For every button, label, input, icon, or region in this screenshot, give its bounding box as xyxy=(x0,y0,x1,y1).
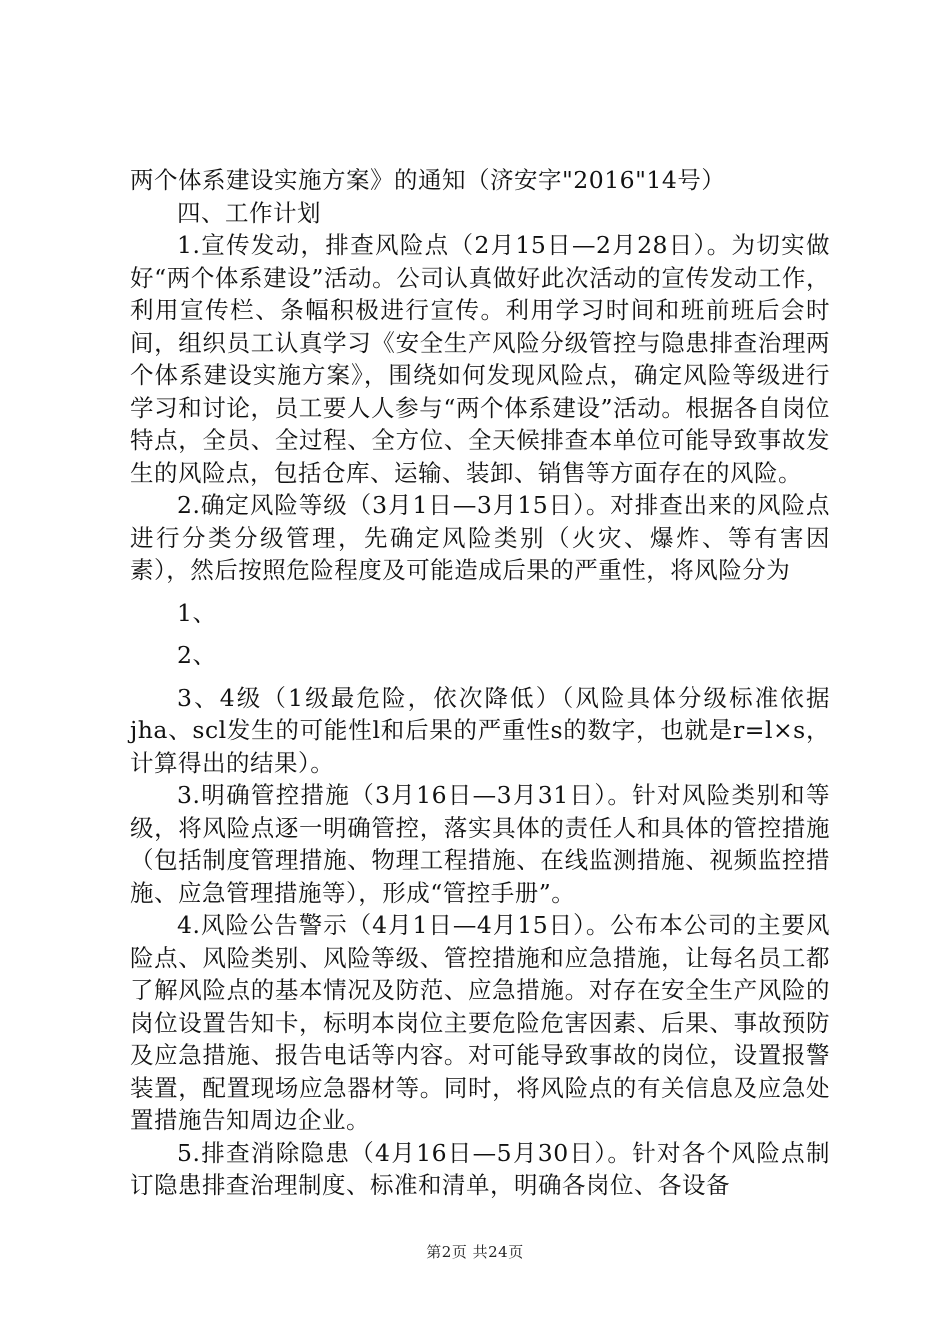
section-heading-work-plan: 四、工作计划 xyxy=(177,198,321,227)
page-footer xyxy=(0,1241,950,1262)
list-line-3: 3、4级（1级最危险，依次降低）（风险具体分级标准依据jha、scl发生的可能性l和后果的严重性s的数字，也就是r=l×s，计算得出的结果）。 xyxy=(130,683,830,777)
list-line-1: 1、 xyxy=(177,598,217,627)
list-line-2: 2、 xyxy=(177,641,217,669)
document-body xyxy=(130,164,830,1202)
paragraph-item-5: 5.排查消除隐患（4月16日—5月30日）。针对各个风险点制订隐患排查治理制度、标准和清单，明确各岗位、各设备 xyxy=(130,1138,830,1199)
paragraph-notice-title-end: 两个体系建设实施方案》的通知（济安字"2016"14号） xyxy=(130,166,726,194)
paragraph-item-1: 1.宣传发动，排查风险点（2月15日—2月28日）。为切实做好“两个体系建设”活动。公司认真做好此次活动的宣传发动工作，利用宣传栏、条幅积极进行宣传。利用学习时间和班前班后会时间，组织员工认真学习《安全生产风险分级管控与隐患排查治理两个体系建设实施方案》，围绕如何发现风险点，确定风险等级进行学习和讨论，员工要人人参与“两个体系建设”活动。根据各自岗位特点，全员、全过程、全方位、全天候排查本单位可能导致事故发生的风险点，包括仓库、运输、装卸、销售等方面存在的风险。 xyxy=(130,231,830,487)
paragraph-item-2: 2.确定风险等级（3月1日—3月15日）。对排查出来的风险点进行分类分级管理，先确定风险类别（火灾、爆炸、等有害因素），然后按照危险程度及可能造成后果的严重性，将风险分为 xyxy=(130,491,830,584)
paragraph-item-4: 4.风险公告警示（4月1日—4月15日）。公布本公司的主要风险点、风险类别、风险等级、管控措施和应急措施，让每名员工都了解风险点的基本情况及防范、应急措施。对存在安全生产风险的岗位设置告知卡，标明本岗位主要危险危害因素、后果、事故预防及应急措施、报告电话等内容。对可能导致事故的岗位，设置报警装置，配置现场应急器材等。同时，将风险点的有关信息及应急处置措施告知周边企业。 xyxy=(130,911,830,1134)
page-number-label: 第2页 共24页 xyxy=(426,1243,524,1261)
paragraph-item-3: 3.明确管控措施（3月16日—3月31日）。针对风险类别和等级，将风险点逐一明确管控，落实具体的责任人和具体的管控措施（包括制度管理措施、物理工程措施、在线监测措施、视频监控措施、应急管理措施等），形成“管控手册”。 xyxy=(130,781,830,907)
